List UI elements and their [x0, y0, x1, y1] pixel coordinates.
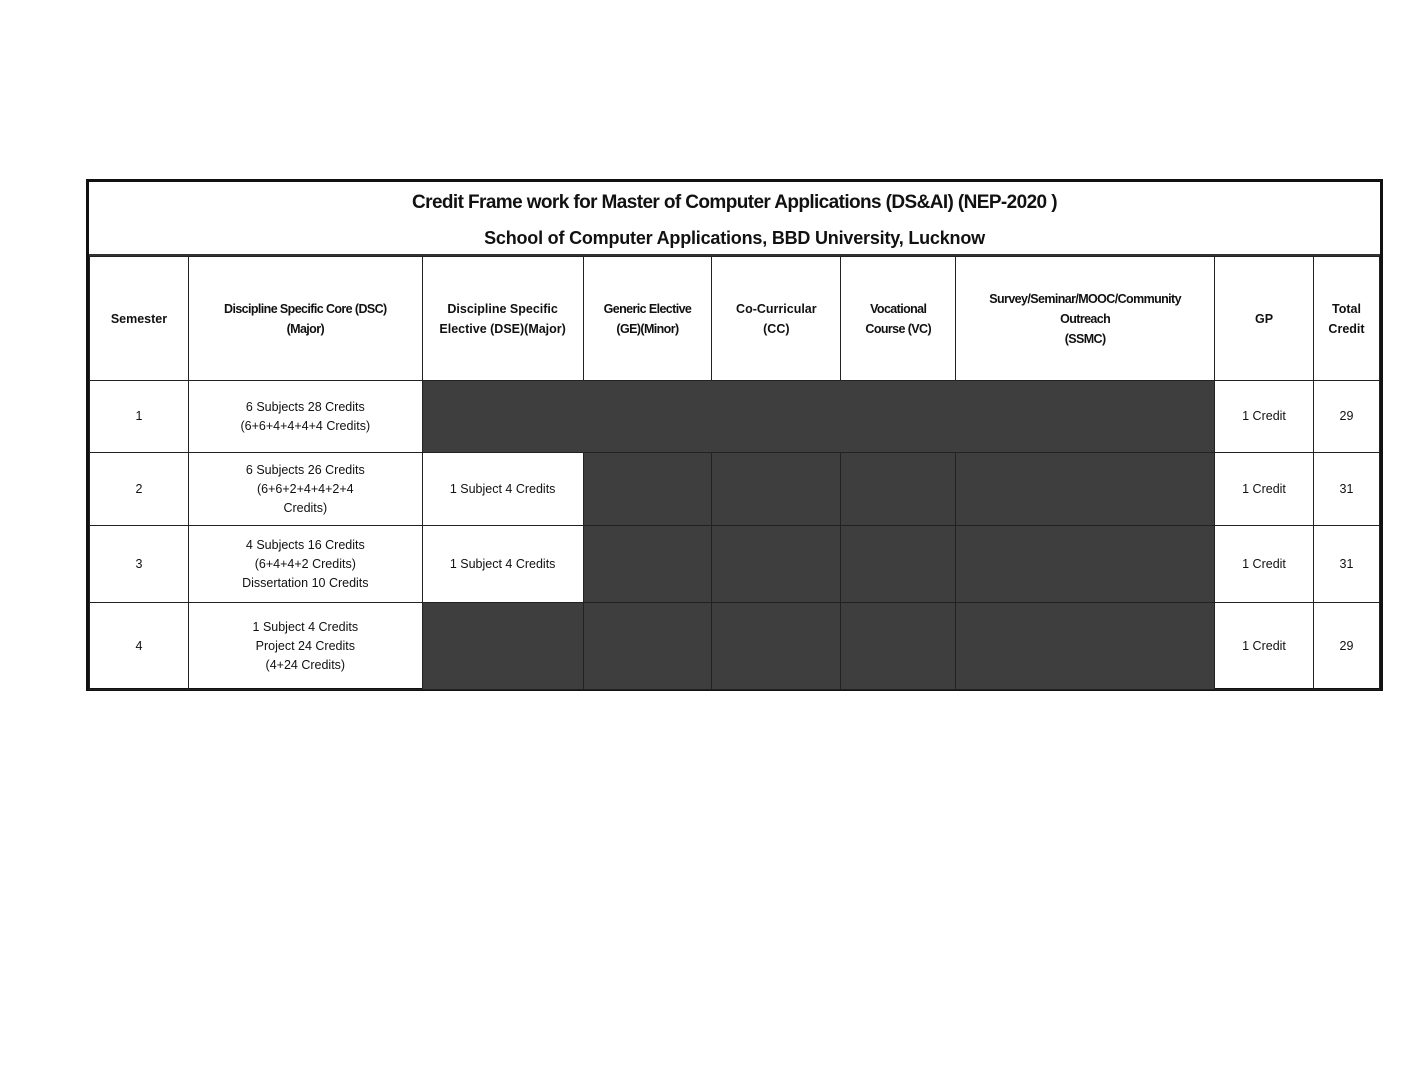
cell-gp: 1 Credit: [1215, 453, 1314, 526]
credit-framework-table-frame: [86, 179, 1383, 691]
cell-dsc: 4 Subjects 16 Credits (6+4+4+2 Credits) Dissertation 10 Credits: [188, 526, 422, 603]
header-cc: Co-Curricular (CC): [712, 257, 841, 381]
document-title: Credit Frame work for Master of Computer Applications (DS&AI) (NEP-2020 ): [412, 192, 1057, 213]
table-row-semester-4: [90, 603, 1380, 690]
cell-semester: 3: [90, 526, 189, 603]
cell-total-credit: 31: [1313, 526, 1379, 603]
cell-cc-shaded: [712, 526, 841, 603]
title-block: [89, 182, 1380, 256]
cell-vc-shaded: [841, 526, 956, 603]
cell-total-credit: 29: [1313, 381, 1379, 453]
cell-ssmc-shaded: [956, 453, 1215, 526]
cell-total-credit: 29: [1313, 603, 1379, 690]
header-ssmc: Survey/Seminar/MOOC/Community Outreach (SSMC): [956, 257, 1215, 381]
cell-dse: 1 Subject 4 Credits: [422, 453, 583, 526]
cell-ge-shaded: [583, 453, 712, 526]
header-row: [90, 257, 1380, 381]
document-subtitle: School of Computer Applications, BBD University, Lucknow: [484, 228, 985, 248]
table-row-semester-3: [90, 526, 1380, 603]
cell-dsc: 6 Subjects 26 Credits (6+6+2+4+4+2+4 Credits): [188, 453, 422, 526]
cell-gp: 1 Credit: [1215, 381, 1314, 453]
cell-dsc: 1 Subject 4 Credits Project 24 Credits (4+24 Credits): [188, 603, 422, 690]
cell-ssmc-shaded: [956, 603, 1215, 690]
cell-vc-shaded: [841, 453, 956, 526]
header-total-credit: Total Credit: [1313, 257, 1379, 381]
header-dse: Discipline Specific Elective (DSE)(Major): [422, 257, 583, 381]
cell-total-credit: 31: [1313, 453, 1379, 526]
cell-vc-shaded: [841, 603, 956, 690]
cell-cc-shaded: [712, 453, 841, 526]
cell-gp: 1 Credit: [1215, 603, 1314, 690]
header-semester: Semester: [90, 257, 189, 381]
cell-semester: 2: [90, 453, 189, 526]
cell-dse-shaded: [422, 603, 583, 690]
cell-cc-shaded: [712, 603, 841, 690]
cell-semester: 1: [90, 381, 189, 453]
cell-shaded-not-applicable: [422, 381, 1214, 453]
cell-semester: 4: [90, 603, 189, 690]
header-dsc: Discipline Specific Core (DSC) (Major): [188, 257, 422, 381]
cell-dse: 1 Subject 4 Credits: [422, 526, 583, 603]
header-vc: Vocational Course (VC): [841, 257, 956, 381]
table-row-semester-1: [90, 381, 1380, 453]
header-ge: Generic Elective (GE)(Minor): [583, 257, 712, 381]
cell-ssmc-shaded: [956, 526, 1215, 603]
cell-dsc: 6 Subjects 28 Credits (6+6+4+4+4+4 Credits): [188, 381, 422, 453]
cell-ge-shaded: [583, 603, 712, 690]
header-gp: GP: [1215, 257, 1314, 381]
cell-gp: 1 Credit: [1215, 526, 1314, 603]
cell-ge-shaded: [583, 526, 712, 603]
credit-table: [89, 256, 1380, 690]
table-row-semester-2: [90, 453, 1380, 526]
